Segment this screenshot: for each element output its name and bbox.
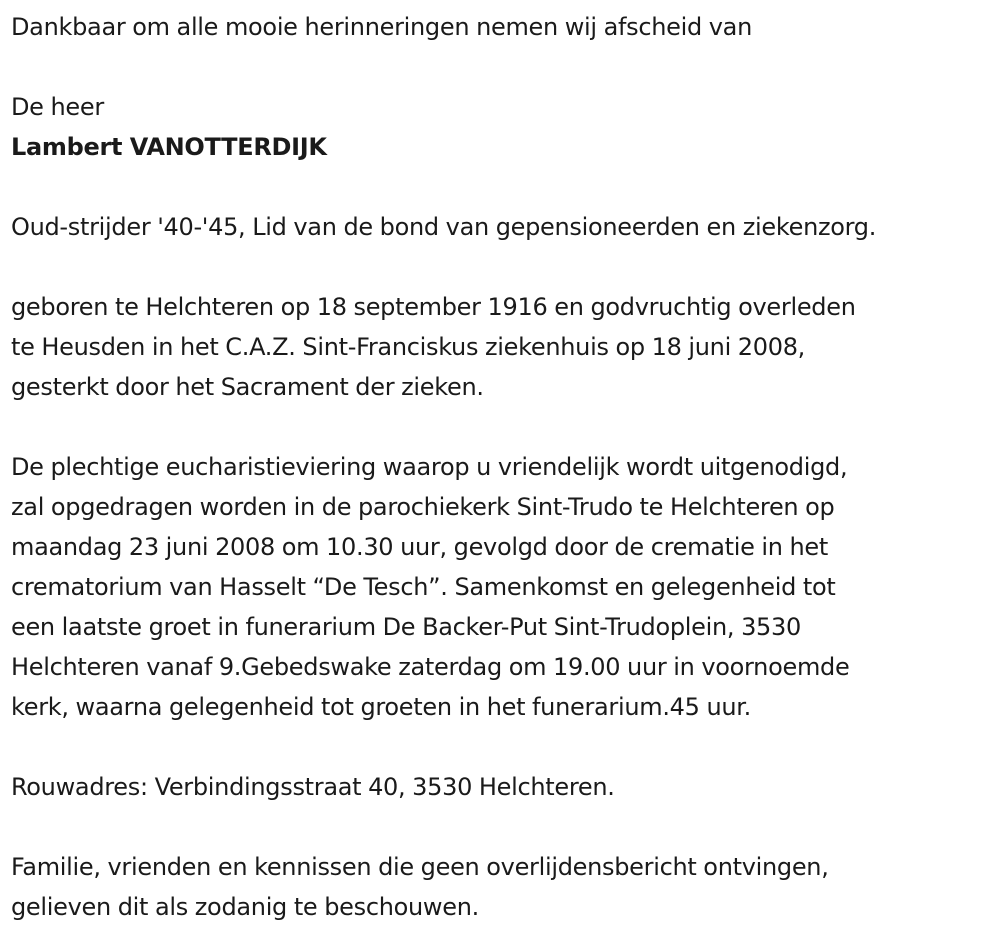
mourning-address [11,767,996,807]
paragraph-line: zal opgedragen worden in de parochiekerk Sint-Trudo te Helchteren op [11,493,835,521]
ceremony-paragraph [11,447,996,727]
spacer [11,727,996,767]
paragraph-line: maandag 23 juni 2008 om 10.30 uur, gevolgd door de crematie in het [11,533,828,561]
paragraph-line: gelieven dit als zodanig te beschouwen. [11,893,479,921]
birth-death-paragraph [11,287,996,407]
spacer [11,407,996,447]
paragraph-line: Helchteren vanaf 9.Gebedswake zaterdag om 19.00 uur in voornoemde [11,653,850,681]
intro-line: Dankbaar om alle mooie herinneringen nemen wij afscheid van [11,13,753,41]
paragraph-line: geboren te Helchteren op 18 september 1916 en godvruchtig overleden [11,293,856,321]
salutation [11,87,996,127]
paragraph-line: Familie, vrienden en kennissen die geen overlijdensbericht ontvingen, [11,853,829,881]
spacer [11,47,996,87]
closing-paragraph [11,847,996,927]
deceased-name-line: Lambert VANOTTERDIJK [11,133,327,161]
spacer [11,247,996,287]
deceased-name [11,127,996,167]
spacer [11,167,996,207]
spacer [11,807,996,847]
paragraph-line: kerk, waarna gelegenheid tot groeten in het funerarium.45 uur. [11,693,751,721]
address-line: Rouwadres: Verbindingsstraat 40, 3530 Helchteren. [11,773,615,801]
intro-text [11,7,996,47]
paragraph-line: te Heusden in het C.A.Z. Sint-Franciskus ziekenhuis op 18 juni 2008, [11,333,805,361]
obituary-notice [11,7,996,927]
salutation-line: De heer [11,93,104,121]
paragraph-line: crematorium van Hasselt “De Tesch”. Samenkomst en gelegenheid tot [11,573,836,601]
paragraph-line: gesterkt door het Sacrament der zieken. [11,373,484,401]
paragraph-line: De plechtige eucharistieviering waarop u vriendelijk wordt uitgenodigd, [11,453,848,481]
description-line: Oud-strijder '40-'45, Lid van de bond van gepensioneerden en ziekenzorg. [11,213,877,241]
description [11,207,996,247]
paragraph-line: een laatste groet in funerarium De Backer-Put Sint-Trudoplein, 3530 [11,613,801,641]
